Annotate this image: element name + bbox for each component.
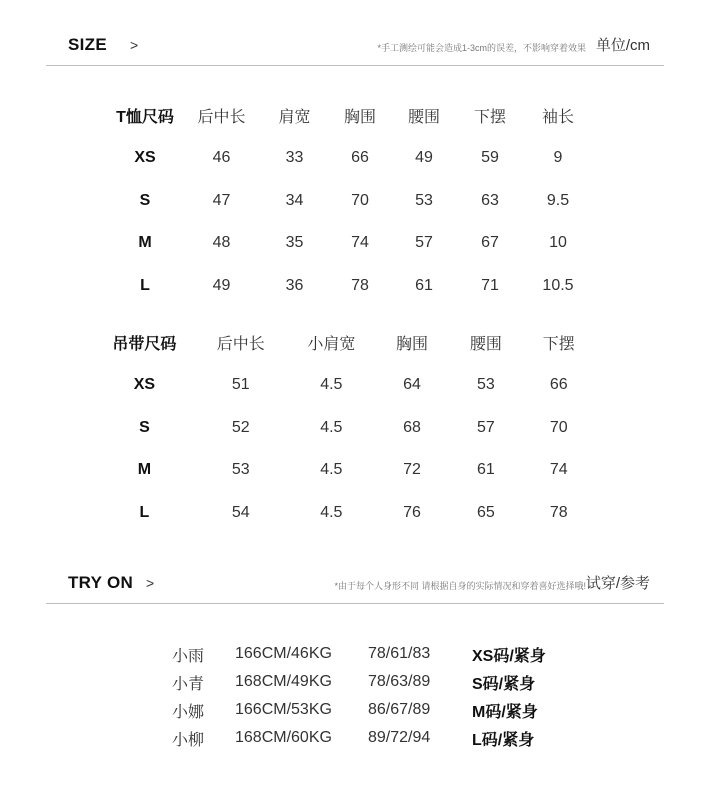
tryon-unit: 试穿/参考: [585, 575, 650, 592]
table-cell: 33: [285, 149, 304, 167]
list-item: [172, 668, 592, 696]
table-cell: 78: [351, 277, 369, 295]
table-cell: 51: [231, 376, 250, 394]
table-cell: 35: [285, 234, 304, 252]
table-cell: 10: [549, 234, 567, 252]
table-cell: 72: [403, 461, 421, 479]
table-cell: 74: [549, 461, 568, 479]
tryon-section-header: [46, 563, 664, 604]
table-cell: 4.5: [320, 504, 343, 522]
table-cell: 78: [549, 504, 568, 522]
column-header: 肩宽: [278, 108, 311, 126]
size-section-header: [46, 25, 664, 66]
model-fit: S码/紧身: [472, 675, 536, 693]
table-cell: 61: [415, 277, 433, 295]
table-cell: 66: [549, 376, 568, 394]
table-cell: 53: [231, 461, 250, 479]
size-label: S: [139, 418, 150, 436]
column-header: T恤尺码: [116, 108, 174, 126]
table-cell: 49: [212, 277, 231, 295]
model-name: 小雨: [172, 647, 205, 665]
table-row: [105, 137, 595, 180]
table-cell: 71: [481, 277, 499, 295]
table-row: [105, 364, 605, 407]
size-label: XS: [133, 376, 156, 394]
table-cell: 67: [481, 234, 499, 252]
table-cell: 9: [553, 149, 563, 167]
column-header: 腰围: [407, 108, 440, 126]
model-height-weight: 168CM/60KG: [235, 729, 332, 746]
table-cell: 36: [285, 277, 304, 295]
model-measurements: 78/63/89: [368, 673, 431, 690]
tryon-section-title: TRY ON: [68, 573, 134, 592]
size-label: L: [139, 504, 150, 522]
table-cell: 68: [403, 418, 421, 436]
table-cell: 34: [285, 191, 304, 209]
tryon-list: [172, 640, 592, 752]
column-header: 腰围: [469, 335, 502, 353]
table-row: [105, 222, 595, 265]
column-header: 后中长: [197, 108, 246, 126]
model-height-weight: 166CM/53KG: [235, 701, 332, 718]
model-fit: XS码/紧身: [472, 647, 546, 665]
column-header: 袖长: [541, 108, 574, 126]
table-cell: 65: [476, 504, 495, 522]
column-header: 吊带尺码: [112, 335, 177, 353]
list-item: [172, 640, 592, 668]
table-cell: 53: [415, 191, 433, 209]
table-cell: 76: [403, 504, 421, 522]
model-name: 小柳: [172, 731, 205, 749]
table-row: [105, 406, 605, 449]
column-header: 后中长: [216, 335, 265, 353]
table-cell: 46: [212, 149, 231, 167]
model-height-weight: 166CM/46KG: [235, 645, 332, 662]
tshirt-size-table: [105, 94, 595, 307]
table-cell: 61: [476, 461, 495, 479]
table-cell: 54: [231, 504, 250, 522]
table-cell: 74: [351, 234, 369, 252]
model-height-weight: 168CM/49KG: [235, 673, 332, 690]
table-cell: 9.5: [546, 191, 570, 209]
table-cell: 4.5: [320, 461, 343, 479]
table-row: [105, 449, 605, 492]
size-label: L: [140, 277, 150, 295]
model-name: 小娜: [172, 703, 205, 721]
table-cell: 4.5: [320, 376, 343, 394]
chevron-right-icon: >: [130, 37, 139, 53]
table-cell: 53: [476, 376, 495, 394]
table-cell: 10.5: [542, 277, 574, 295]
table-cell: 52: [231, 418, 250, 436]
size-label: S: [139, 191, 151, 209]
column-header: 下摆: [542, 335, 575, 353]
table-cell: 49: [415, 149, 433, 167]
model-fit: M码/紧身: [472, 703, 538, 721]
table-cell: 4.5: [320, 418, 343, 436]
model-measurements: 78/61/83: [368, 645, 431, 662]
size-label: XS: [134, 149, 156, 167]
column-header: 胸围: [396, 335, 429, 353]
table-cell: 57: [415, 234, 433, 252]
tryon-note: *由于每个人身形不同 请根据自身的实际情况和穿着喜好选择哦!: [334, 581, 586, 591]
table-cell: 48: [212, 234, 231, 252]
size-label: M: [137, 461, 152, 479]
size-unit: 单位/cm: [595, 37, 650, 54]
model-measurements: 86/67/89: [368, 701, 431, 718]
model-name: 小青: [172, 675, 205, 693]
model-measurements: 89/72/94: [368, 729, 431, 746]
chevron-right-icon: >: [146, 575, 155, 591]
cami-size-table: [105, 321, 605, 534]
table-cell: 70: [549, 418, 568, 436]
table-cell: 59: [481, 149, 499, 167]
size-label: M: [138, 234, 152, 252]
list-item: [172, 696, 592, 724]
table-header-row: [105, 94, 595, 137]
table-header-row: [105, 321, 605, 364]
table-cell: 63: [481, 191, 499, 209]
table-cell: 64: [403, 376, 421, 394]
column-header: 胸围: [343, 108, 376, 126]
size-note: *手工测绘可能会造成1-3cm的误差，不影响穿着效果: [377, 43, 586, 53]
list-item: [172, 724, 592, 752]
table-row: [105, 492, 605, 535]
column-header: 下摆: [473, 108, 506, 126]
column-header: 小肩宽: [307, 335, 356, 353]
model-fit: L码/紧身: [472, 731, 535, 749]
table-cell: 70: [351, 191, 369, 209]
table-row: [105, 179, 595, 222]
table-cell: 47: [212, 191, 231, 209]
size-section-title: SIZE: [68, 35, 107, 54]
table-row: [105, 265, 595, 308]
table-cell: 57: [476, 418, 495, 436]
table-cell: 66: [351, 149, 369, 167]
